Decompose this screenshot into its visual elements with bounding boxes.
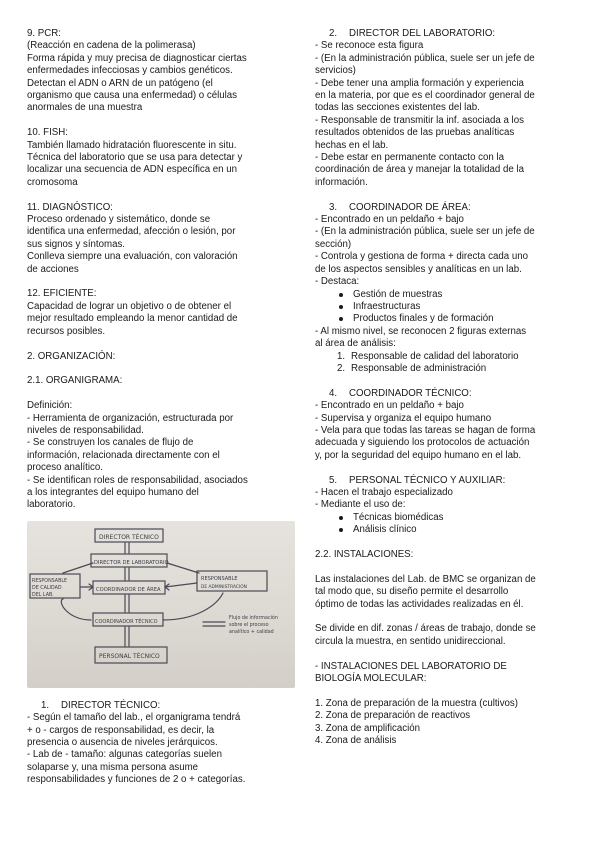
organigrama-sketch — [27, 521, 295, 688]
left-column — [27, 28, 295, 787]
section-diagnostico — [27, 202, 295, 276]
fish-title: 10. FISH: — [27, 127, 68, 139]
list-item: Análisis clínico — [315, 524, 577, 536]
coordinador-area-line: - Controla y gestiona de forma + directa cada uno — [315, 251, 528, 263]
arrow-v1 — [125, 543, 129, 553]
definicion-line: proceso analítico. — [27, 462, 103, 474]
director-laboratorio-num: 2. — [329, 28, 338, 39]
director-tecnico-line: solaparse y, una misma persona asume — [27, 761, 199, 773]
personal-heading — [315, 475, 577, 487]
director-tecnico-title: DIRECTOR TÉCNICO: — [61, 699, 161, 711]
director-laboratorio-line: información. — [315, 176, 368, 188]
director-tecnico-line: - Lab de - tamaño: algunas categorías suelen — [27, 749, 222, 761]
list-item: Técnicas biomédicas — [315, 512, 577, 524]
legend-arrow — [203, 622, 225, 626]
fish-line: Técnica del laboratorio que se usa para detectar y — [27, 152, 243, 164]
section-personal — [315, 475, 577, 537]
coordinador-area-line: - (En la administración pública, suele ser un jefe de — [315, 226, 535, 238]
coordinador-area-bullets — [315, 289, 577, 326]
director-tecnico-heading — [27, 700, 295, 712]
sketch-responsable-admin-2: DE ADMINISTRACIÓN — [201, 584, 247, 590]
diagnostico-line: Conlleva siempre una evaluación, con valoración — [27, 251, 238, 263]
sketch-responsable-admin-1: RESPONSABLE — [201, 575, 238, 582]
pcr-line: (Reacción en cadena de la polimerasa) — [27, 40, 196, 52]
director-tecnico-line: responsabilidades y funciones de 2 o + categorías. — [27, 774, 246, 786]
right-column — [315, 28, 577, 747]
personal-bullets — [315, 512, 577, 537]
eficiente-line: recursos posibles. — [27, 325, 106, 337]
arrow-v3 — [125, 595, 129, 612]
pcr-line: Forma rápida y muy precisa de diagnosticar ciertas — [27, 52, 247, 64]
section-director-laboratorio — [315, 28, 577, 189]
list-item-text: Responsable de calidad del laboratorio — [351, 350, 519, 362]
director-laboratorio-line: coordinación de área y manejar la totalidad de la — [315, 164, 524, 176]
arrow-loop-left — [61, 599, 91, 620]
instalaciones-subtitle: BIOLOGÍA MOLECULAR: — [315, 673, 427, 685]
coordinador-tecnico-title: COORDINADOR TÉCNICO: — [349, 387, 472, 399]
list-item: Gestión de muestras — [315, 289, 577, 301]
list-item: Productos finales y de formación — [315, 313, 577, 325]
director-laboratorio-line: todas las secciones existentes del lab. — [315, 102, 480, 114]
arrow-v2 — [125, 568, 129, 580]
eficiente-line: Capacidad de lograr un objetivo o de obtener el — [27, 300, 232, 312]
diagnostico-line: sus signos y síntomas. — [27, 238, 125, 250]
definicion-line: información, relacionada directamente con el — [27, 449, 220, 461]
fish-line: También llamado hidratación fluorescente in situ. — [27, 139, 237, 151]
definicion-line: - Se identifican roles de responsabilidad, asociados — [27, 474, 248, 486]
instalaciones-line: circula la muestra, en sentido unidireccional. — [315, 635, 506, 647]
sketch-director-laboratorio: DIRECTOR DE LABORATORIO — [94, 559, 169, 566]
sketch-personal-tecnico: PERSONAL TÉCNICO — [99, 652, 160, 660]
arrow-v4 — [125, 627, 129, 646]
eficiente-title: 12. EFICIENTE: — [27, 288, 97, 300]
definicion-line: laboratorio. — [27, 499, 76, 511]
sketch-nota-2: sobre el proceso — [229, 622, 269, 628]
zona-item: 1. Zona de preparación de la muestra (cultivos) — [315, 697, 519, 709]
organigrama-title: 2.1. ORGANIGRAMA: — [27, 375, 123, 387]
coordinador-area-line: - Encontrado en un peldaño + bajo — [315, 214, 464, 226]
pcr-title: 9. PCR: — [27, 28, 61, 39]
director-laboratorio-line: hechas en el lab. — [315, 139, 389, 151]
director-tecnico-line: + o - cargos de responsabilidad, es decir, la — [27, 724, 215, 736]
eficiente-line: mejor resultado empleando la menor cantidad de — [27, 313, 238, 325]
pcr-line: organismo que causa una enfermedad) o células — [27, 90, 238, 102]
sketch-nota-3: analítico + calidad — [229, 629, 274, 635]
diagnostico-line: Proceso ordenado y sistemático, donde se — [27, 214, 211, 226]
fish-line: localizar una secuencia de ADN específica en un — [27, 164, 238, 176]
section-coordinador-area — [315, 202, 577, 376]
section-eficiente — [27, 288, 295, 338]
director-laboratorio-line: en la materia, por que es el coordinador general de — [315, 90, 535, 102]
definicion-title: Definición: — [27, 400, 73, 412]
coordinador-area-line: - Destaca: — [315, 276, 360, 288]
arrow-loop-right — [163, 593, 223, 620]
arrow-h-left — [80, 584, 93, 590]
sketch-responsable-calidad-2: DE CALIDAD — [32, 585, 62, 591]
zona-item: 3. Zona de amplificación — [315, 722, 421, 734]
sketch-coordinador-tecnico: COORDINADOR TÉCNICO — [95, 618, 158, 625]
personal-title: PERSONAL TÉCNICO Y AUXILIAR: — [349, 474, 506, 486]
instalaciones-line: Se divide en dif. zonas / áreas de trabajo, donde se — [315, 623, 536, 635]
diagnostico-line: de acciones — [27, 263, 79, 275]
list-item-num: 2. — [337, 362, 346, 374]
director-laboratorio-line: - Se reconoce esta figura — [315, 40, 424, 52]
coordinador-tecnico-line: - Encontrado en un peldaño + bajo — [315, 400, 464, 412]
pcr-line: enfermedades infecciosas y cambios genéticos. — [27, 65, 233, 77]
coordinador-area-heading — [315, 202, 577, 214]
coordinador-area-num: 3. — [329, 201, 338, 213]
coordinador-tecnico-line: - Vela para que todas las tareas se hagan de forma — [315, 424, 536, 436]
pcr-line: Detectan el ADN o ARN de un patógeno (el — [27, 77, 213, 89]
director-laboratorio-line: - Debe tener una amplia formación y experiencia — [315, 77, 524, 89]
director-laboratorio-heading — [315, 28, 577, 40]
organizacion-title: 2. ORGANIZACIÓN: — [27, 350, 116, 362]
section-coordinador-tecnico — [315, 388, 577, 462]
coordinador-area-line: - Al mismo nivel, se reconocen 2 figuras externas — [315, 325, 527, 337]
director-laboratorio-title: DIRECTOR DEL LABORATORIO: — [349, 28, 496, 39]
definicion-line: - Se construyen los canales de flujo de — [27, 437, 194, 449]
director-laboratorio-line: - (En la administración pública, suele ser un jefe de — [315, 52, 535, 64]
list-item — [315, 363, 577, 375]
coordinador-tecnico-line: y, por la seguridad del equipo humano en el lab. — [315, 449, 522, 461]
coordinador-area-line: sección) — [315, 238, 352, 250]
director-laboratorio-line: - Debe estar en permanente contacto con la — [315, 152, 505, 164]
instalaciones-title: 2.2. INSTALACIONES: — [315, 549, 414, 560]
section-fish — [27, 127, 295, 189]
section-pcr — [27, 28, 295, 115]
coordinador-tecnico-heading — [315, 388, 577, 400]
coordinador-tecnico-line: - Supervisa y organiza el equipo humano — [315, 412, 492, 424]
diagnostico-title: 11. DIAGNÓSTICO: — [27, 201, 113, 213]
list-item: Infraestructuras — [315, 301, 577, 313]
definicion-line: - Herramienta de organización, estructurada por — [27, 412, 234, 424]
personal-line: - Mediante el uso de: — [315, 499, 406, 511]
definicion-line: niveles de responsabilidad. — [27, 424, 144, 436]
personal-line: - Hacen el trabajo especializado — [315, 486, 453, 498]
personal-num: 5. — [329, 474, 338, 486]
instalaciones-subtitle: - INSTALACIONES DEL LABORATORIO DE — [315, 660, 507, 672]
coordinador-area-line: de los aspectos sensibles y analíticas en un lab. — [315, 263, 522, 275]
instalaciones-line: tal modo que, su diseño permite el desarrollo — [315, 586, 509, 598]
section-director-tecnico — [27, 700, 295, 787]
coordinador-tecnico-num: 4. — [329, 387, 338, 399]
sketch-director-tecnico: DIRECTOR TÉCNICO — [99, 533, 159, 541]
instalaciones-line: Las instalaciones del Lab. de BMC se organizan de — [315, 573, 536, 585]
coordinador-area-line: al área de análisis: — [315, 338, 396, 350]
arrow-diag-right — [167, 563, 199, 573]
diagnostico-line: identifica una enfermedad, afección o lesión, por — [27, 226, 236, 238]
list-item-text: Responsable de administración — [351, 362, 487, 374]
director-tecnico-num: 1. — [41, 699, 50, 711]
director-tecnico-line: presencia o ausencia de niveles jerárquicos. — [27, 736, 218, 748]
list-item-num: 1. — [337, 350, 346, 362]
fish-line: cromosoma — [27, 176, 78, 188]
section-instalaciones — [315, 549, 577, 747]
organigrama-photo — [27, 521, 295, 688]
arrow-h-right — [165, 583, 197, 590]
arrow-diag-left — [63, 563, 93, 573]
zona-item: 4. Zona de análisis — [315, 735, 397, 747]
sketch-coordinador-area: COORDINADOR DE ÁREA — [96, 586, 161, 593]
coordinador-area-title: COORDINADOR DE ÁREA: — [349, 201, 471, 213]
sketch-nota-1: Flujo de información — [229, 615, 278, 621]
coordinador-tecnico-line: adecuada y siguiendo los protocolos de actuación — [315, 437, 530, 449]
director-laboratorio-line: - Responsable de transmitir la inf. asociada a los — [315, 114, 524, 126]
director-laboratorio-line: servicios) — [315, 65, 356, 77]
coordinador-area-numbered — [315, 351, 577, 376]
sketch-responsable-calidad-3: DEL LAB. — [32, 592, 54, 598]
instalaciones-line: óptimo de todas las actividades realizadas en él. — [315, 598, 524, 610]
list-item — [315, 351, 577, 363]
director-laboratorio-line: resultados obtenidos de las pruebas analíticas — [315, 127, 515, 139]
zona-item: 2. Zona de preparación de reactivos — [315, 710, 471, 722]
director-tecnico-line: - Según el tamaño del lab., el organigrama tendrá — [27, 712, 241, 724]
definicion-line: a los integrantes del equipo humano del — [27, 486, 199, 498]
pcr-line: anormales de una muestra — [27, 102, 143, 114]
section-definicion — [27, 400, 295, 512]
sketch-responsable-calidad-1: RESPONSABLE — [32, 578, 68, 584]
